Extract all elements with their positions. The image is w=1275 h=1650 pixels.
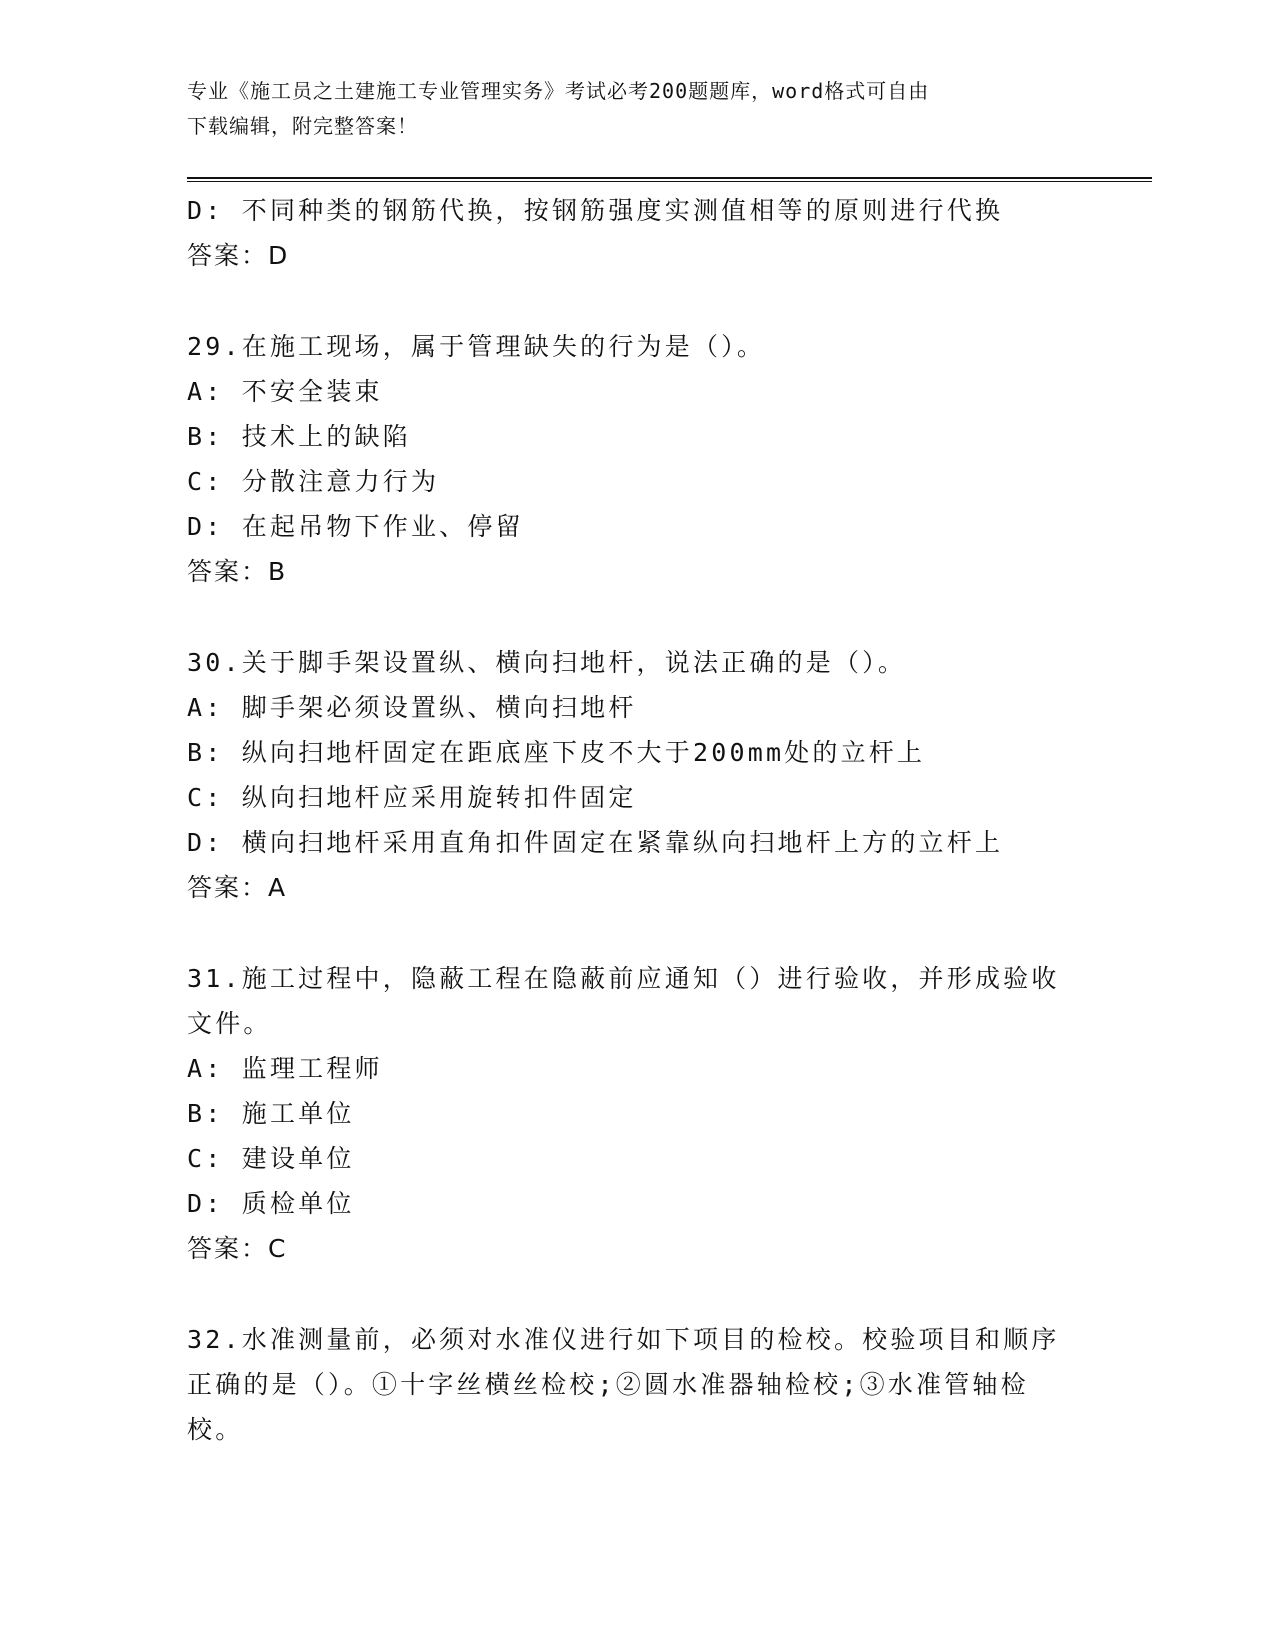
document-header <box>187 74 1087 144</box>
option-c: C: 建设单位 <box>187 1144 355 1173</box>
option-c: C: 纵向扫地杆应采用旋转扣件固定 <box>187 783 637 812</box>
answer: 答案：D <box>187 241 290 270</box>
question-stem-line-1: 31.施工过程中，隐蔽工程在隐蔽前应通知（）进行验收，并形成验收 <box>187 964 1060 993</box>
option-a: A: 脚手架必须设置纵、横向扫地杆 <box>187 693 637 722</box>
option-b: B: 施工单位 <box>187 1099 355 1128</box>
question-stem-line-2: 正确的是（）。①十字丝横丝检校;②圆水准器轴检校;③水准管轴检 <box>187 1370 1029 1399</box>
question-32 <box>187 1317 1087 1452</box>
option-d: D: 横向扫地杆采用直角扣件固定在紧靠纵向扫地杆上方的立杆上 <box>187 828 1004 857</box>
question-list <box>187 188 1087 1452</box>
header-divider-thin <box>187 181 1152 182</box>
option-b: B: 技术上的缺陷 <box>187 422 411 451</box>
question-stem-line-1: 32.水准测量前，必须对水准仪进行如下项目的检校。校验项目和顺序 <box>187 1325 1060 1354</box>
question-stem-line-2: 文件。 <box>187 1009 272 1038</box>
question-31 <box>187 956 1087 1271</box>
spacer <box>187 278 1087 324</box>
spacer <box>187 1271 1087 1317</box>
question-28-tail <box>187 188 1087 278</box>
header-title-line-1: 专业《施工员之土建施工专业管理实务》考试必考200题题库，word格式可自由 <box>187 79 930 103</box>
option-d: D: 在起吊物下作业、停留 <box>187 512 524 541</box>
answer: 答案：B <box>187 557 288 586</box>
header-divider-thick <box>187 177 1152 179</box>
option-d: D: 质检单位 <box>187 1189 355 1218</box>
option-a: A: 监理工程师 <box>187 1054 383 1083</box>
option-d: D: 不同种类的钢筋代换，按钢筋强度实测值相等的原则进行代换 <box>187 196 1004 225</box>
answer: 答案：A <box>187 873 288 902</box>
option-c: C: 分散注意力行为 <box>187 467 440 496</box>
question-30 <box>187 640 1087 910</box>
question-stem: 29.在施工现场，属于管理缺失的行为是（）。 <box>187 332 766 361</box>
question-stem: 30.关于脚手架设置纵、横向扫地杆，说法正确的是（）。 <box>187 648 907 677</box>
header-title-line-2: 下载编辑，附完整答案！ <box>187 114 418 138</box>
spacer <box>187 594 1087 640</box>
question-stem-line-3: 校。 <box>187 1415 244 1444</box>
spacer <box>187 910 1087 956</box>
option-a: A: 不安全装束 <box>187 377 383 406</box>
question-29 <box>187 324 1087 594</box>
option-b: B: 纵向扫地杆固定在距底座下皮不大于200mm处的立杆上 <box>187 738 926 767</box>
answer: 答案：C <box>187 1234 288 1263</box>
